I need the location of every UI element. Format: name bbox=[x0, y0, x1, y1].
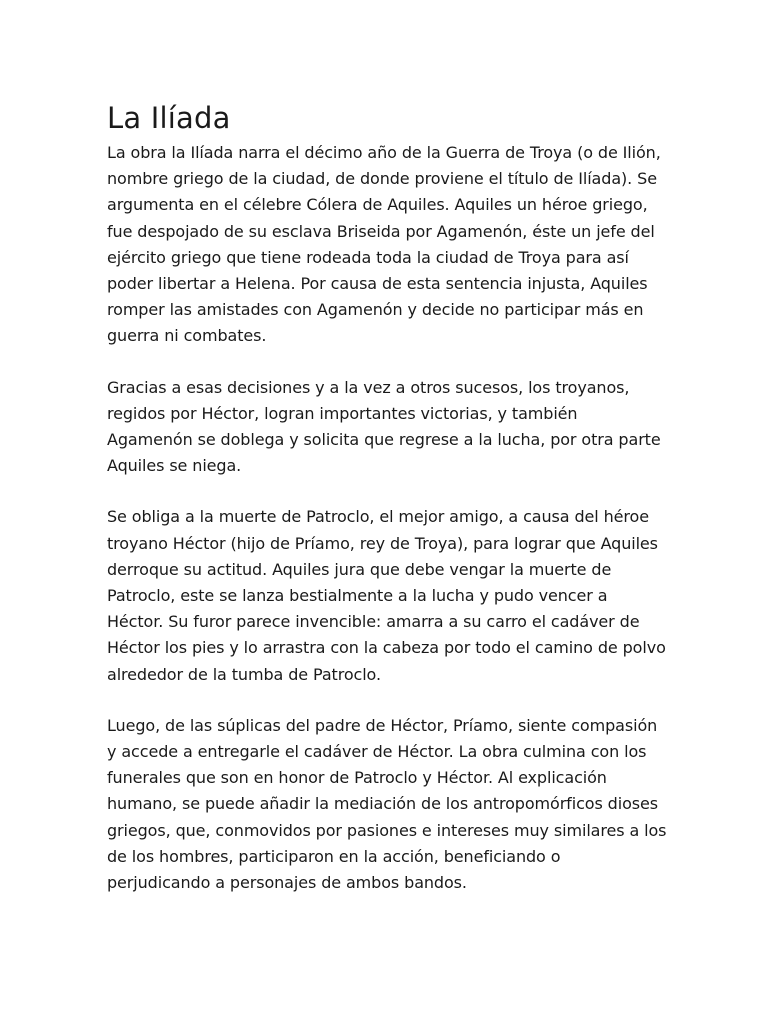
paragraph-4: Luego, de las súplicas del padre de Héctor, Príamo, siente compasión y accede a entregarle el cadáver de Héctor. La obra culmina con los funerales que son en honor de Patroclo y Héctor. Al explicación humano, se puede añadir la mediación de los antropomórficos dioses griegos, que, conmovidos por pasiones e intereses muy similares a los de los hombres, participaron en la acción, beneficiando o perjudicando a personajes de ambos bandos. bbox=[107, 715, 667, 893]
paragraph-1: La obra la Ilíada narra el décimo año de la Guerra de Troya (o de Ilión, nombre griego de la ciudad, de donde proviene el título de Ilíada). Se argumenta en el célebre Cólera de Aquiles. Aquiles un héroe griego, fue despojado de su esclava Briseida por Agamenón, éste un jefe del ejército griego que tiene rodeada toda la ciudad de Troya para así poder libertar a Helena. Por causa de esta sentencia injusta, Aquiles romper las amistades con Agamenón y decide no participar más en guerra ni combates. bbox=[107, 143, 661, 346]
document-title: La Ilíada bbox=[107, 101, 231, 135]
paragraph-3: Se obliga a la muerte de Patroclo, el mejor amigo, a causa del héroe troyano Héctor (hijo de Príamo, rey de Troya), para lograr que Aquiles derroque su actitud. Aquiles jura que debe vengar la muerte de Patroclo, este se lanza bestialmente a la lucha y pudo vencer a Héctor. Su furor parece invencible: amarra a su carro el cadáver de Héctor los pies y lo arrastra con la cabeza por todo el camino de polvo alrededor de la tumba de Patroclo. bbox=[107, 507, 666, 684]
document-body bbox=[107, 98, 667, 921]
paragraph-2: Gracias a esas decisiones y a la vez a otros sucesos, los troyanos, regidos por Héctor, logran importantes victorias, y también Agamenón se doblega y solicita que regrese a la lucha, por otra parte Aquiles se niega. bbox=[107, 377, 661, 476]
